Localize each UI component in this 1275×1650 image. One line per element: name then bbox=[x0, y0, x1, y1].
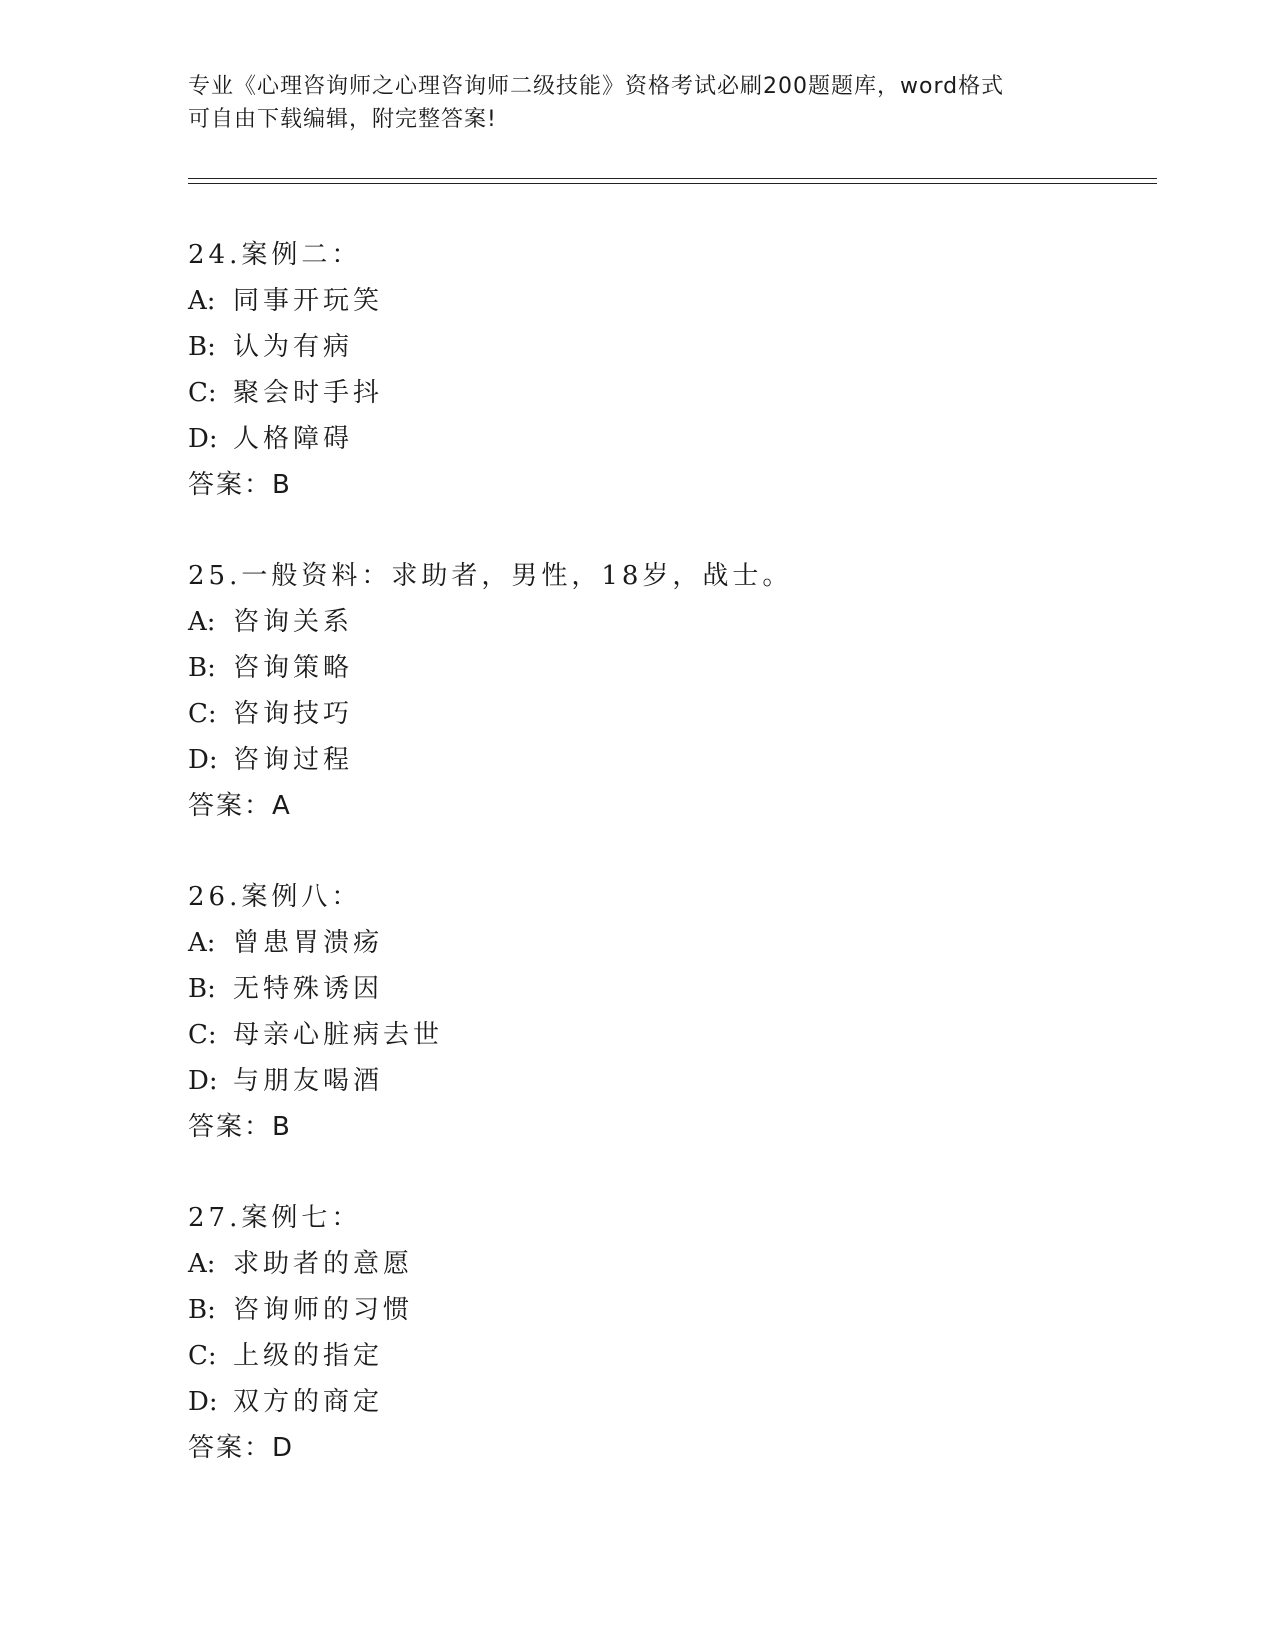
option-text: 求助者的意愿 bbox=[233, 1249, 414, 1279]
document-header bbox=[188, 70, 1088, 136]
option-text: 咨询过程 bbox=[233, 745, 354, 775]
option-d bbox=[188, 1058, 1088, 1104]
option-label: A: bbox=[188, 928, 216, 958]
option-label: D: bbox=[188, 1387, 218, 1417]
answer-line: 答案：D bbox=[188, 1433, 295, 1463]
option-text: 母亲心脏病去世 bbox=[233, 1020, 444, 1050]
option-label: C: bbox=[188, 378, 217, 408]
answer-line: 答案：B bbox=[188, 1112, 292, 1142]
question-title: 27.案例七： bbox=[188, 1203, 362, 1233]
option-label: C: bbox=[188, 1020, 217, 1050]
option-text: 与朋友喝酒 bbox=[233, 1066, 384, 1096]
option-d bbox=[188, 1379, 1088, 1425]
option-a bbox=[188, 920, 1088, 966]
header-divider-top bbox=[188, 178, 1157, 179]
option-text: 人格障碍 bbox=[233, 424, 354, 454]
option-a bbox=[188, 1241, 1088, 1287]
option-b bbox=[188, 645, 1088, 691]
option-text: 无特殊诱因 bbox=[233, 974, 384, 1004]
question-title: 26.案例八： bbox=[188, 882, 362, 912]
option-text: 咨询技巧 bbox=[233, 699, 354, 729]
option-text: 上级的指定 bbox=[233, 1341, 384, 1371]
option-b bbox=[188, 966, 1088, 1012]
header-line-2: 可自由下载编辑，附完整答案! bbox=[188, 107, 497, 132]
option-label: D: bbox=[188, 745, 218, 775]
option-label: C: bbox=[188, 699, 217, 729]
question-title: 24.案例二： bbox=[188, 240, 362, 270]
option-text: 咨询关系 bbox=[233, 607, 354, 637]
option-label: C: bbox=[188, 1341, 217, 1371]
option-text: 同事开玩笑 bbox=[233, 286, 384, 316]
option-text: 咨询策略 bbox=[233, 653, 354, 683]
option-text: 咨询师的习惯 bbox=[233, 1295, 414, 1325]
option-c bbox=[188, 1012, 1088, 1058]
option-text: 聚会时手抖 bbox=[233, 378, 384, 408]
option-text: 双方的商定 bbox=[233, 1387, 384, 1417]
option-b bbox=[188, 1287, 1088, 1333]
option-d bbox=[188, 416, 1088, 462]
option-a bbox=[188, 278, 1088, 324]
option-label: B: bbox=[188, 332, 216, 362]
question-27 bbox=[188, 1195, 1088, 1471]
header-divider-bottom bbox=[188, 183, 1157, 184]
answer-line: 答案：A bbox=[188, 791, 292, 821]
question-26 bbox=[188, 874, 1088, 1150]
question-25 bbox=[188, 553, 1088, 829]
option-text: 认为有病 bbox=[233, 332, 354, 362]
option-text: 曾患胃溃疡 bbox=[233, 928, 384, 958]
option-label: D: bbox=[188, 1066, 218, 1096]
question-list bbox=[188, 232, 1088, 1516]
question-24 bbox=[188, 232, 1088, 508]
option-label: B: bbox=[188, 974, 216, 1004]
question-title: 25.一般资料：求助者，男性，18岁，战士。 bbox=[188, 561, 793, 591]
option-label: A: bbox=[188, 607, 216, 637]
option-d bbox=[188, 737, 1088, 783]
option-label: B: bbox=[188, 1295, 216, 1325]
option-a bbox=[188, 599, 1088, 645]
option-c bbox=[188, 1333, 1088, 1379]
option-label: B: bbox=[188, 653, 216, 683]
header-line-1: 专业《心理咨询师之心理咨询师二级技能》资格考试必刷200题题库，word格式 bbox=[188, 74, 1005, 99]
option-b bbox=[188, 324, 1088, 370]
answer-line: 答案：B bbox=[188, 470, 292, 500]
option-c bbox=[188, 691, 1088, 737]
option-label: A: bbox=[188, 1249, 216, 1279]
option-label: A: bbox=[188, 286, 216, 316]
option-c bbox=[188, 370, 1088, 416]
option-label: D: bbox=[188, 424, 218, 454]
